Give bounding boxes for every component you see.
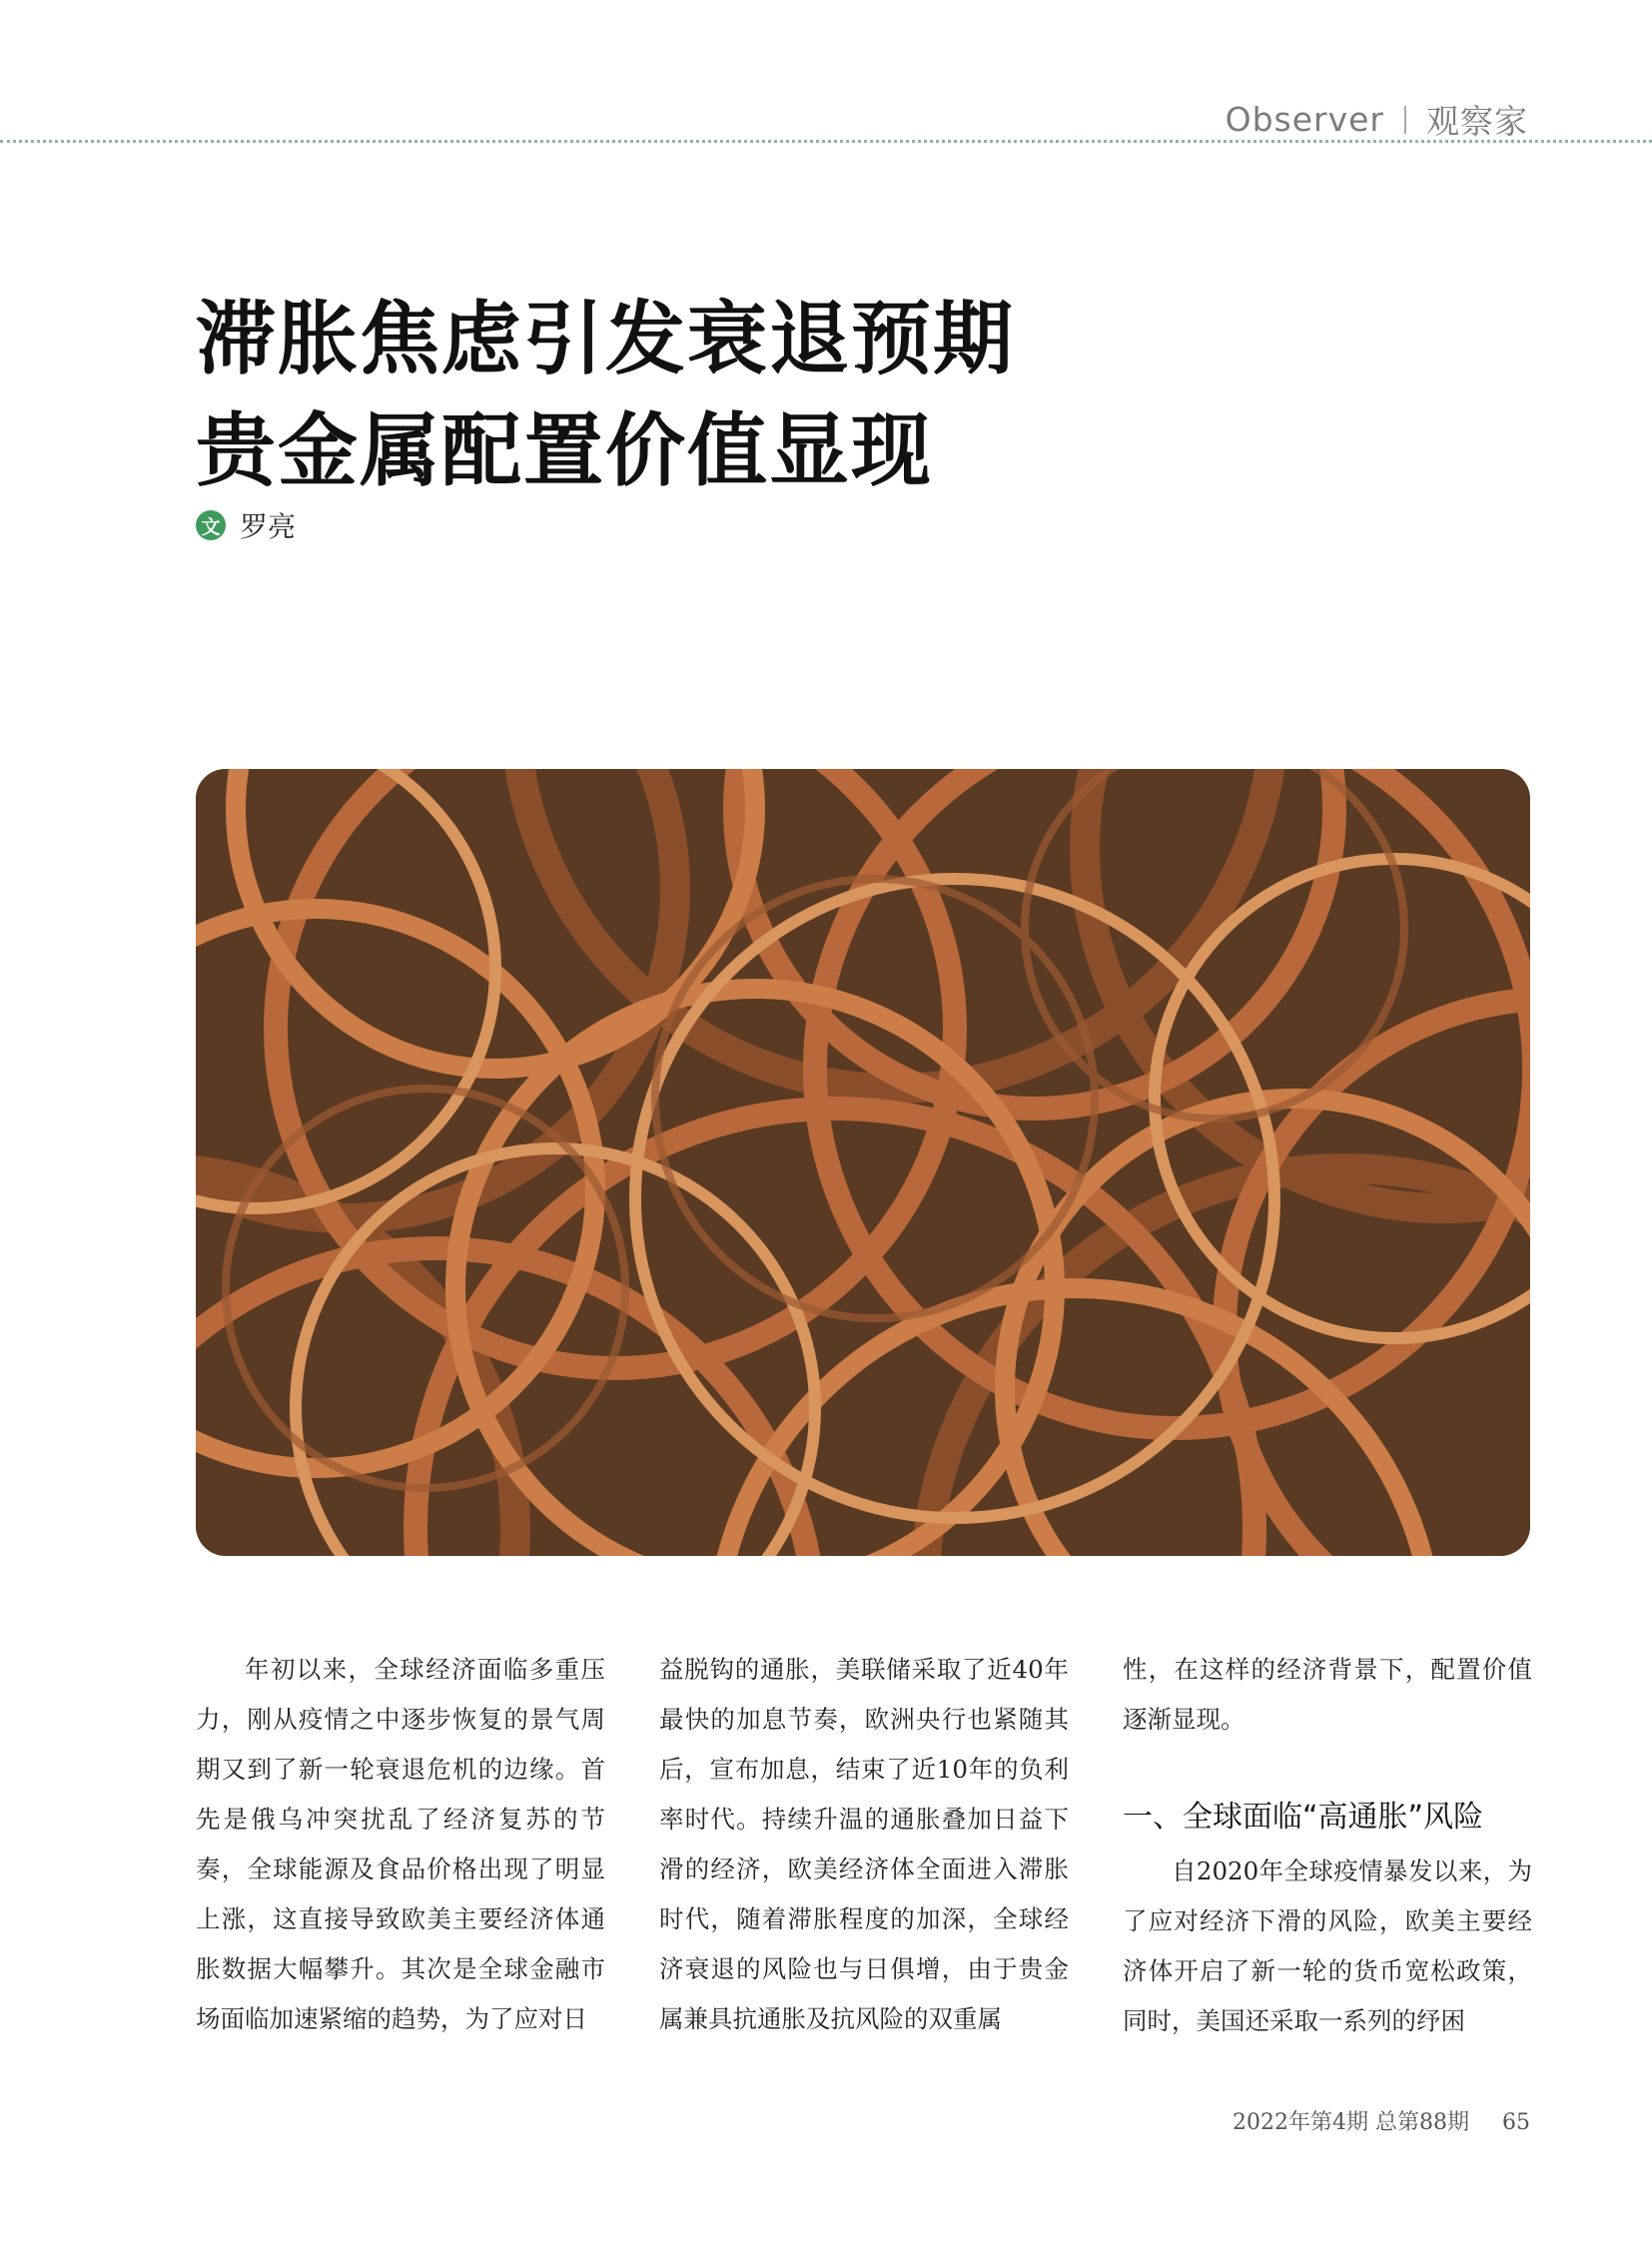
article-title bbox=[196, 284, 1015, 507]
section-name-cn: 观察家 bbox=[1426, 102, 1528, 141]
paragraph: 益脱钩的通胀，美联储采取了近40年最快的加息节奏，欧洲央行也紧随其后，宣布加息，结束了近10年的负利率时代。持续升温的通胀叠加日益下滑的经济，欧美经济体全面进入滞胀时代，随着滞胀程度的加深，全球经济衰退的风险也与日俱增，由于贵金属兼具抗通胀及抗风险的双重属 bbox=[659, 1655, 1069, 2033]
rusty-rings-photo bbox=[196, 769, 1530, 1556]
photo-illustration bbox=[196, 769, 1530, 1556]
issue-info: 2022年第4期 总第88期 bbox=[1233, 2110, 1469, 2135]
title-line-2: 贵金属配置价值显现 bbox=[196, 404, 933, 497]
author-name: 罗亮 bbox=[240, 510, 297, 543]
page-footer bbox=[1233, 2105, 1530, 2136]
header-dotted-rule bbox=[0, 140, 1652, 143]
author-byline bbox=[196, 505, 296, 545]
page-header bbox=[1226, 96, 1528, 143]
paragraph: 性，在这样的经济背景下，配置价值逐渐显现。 bbox=[1123, 1655, 1532, 1734]
body-column-3 bbox=[1123, 1645, 1532, 2046]
paragraph: 自2020年全球疫情暴发以来，为了应对经济下滑的风险，欧美主要经济体开启了新一轮的货币宽松政策，同时，美国还采取一系列的纾困 bbox=[1123, 1857, 1532, 2035]
paragraph: 年初以来，全球经济面临多重压力，刚从疫情之中逐步恢复的景气周期又到了新一轮衰退危机的边缘。首先是俄乌冲突扰乱了经济复苏的节奏，全球能源及食品价格出现了明显上涨，这直接导致欧美主要经济体通胀数据大幅攀升。其次是全球金融市场面临加速紧缩的趋势，为了应对日 bbox=[196, 1655, 605, 2033]
title-line-1: 滞胀焦虑引发衰退预期 bbox=[196, 293, 1015, 385]
author-badge-icon: 文 bbox=[196, 510, 226, 540]
section-heading: 一、全球面临“高通胀”风险 bbox=[1123, 1800, 1484, 1835]
body-column-2 bbox=[659, 1645, 1069, 2044]
page-number: 65 bbox=[1502, 2110, 1530, 2135]
section-name-en: Observer bbox=[1225, 100, 1384, 139]
body-column-1 bbox=[196, 1645, 605, 2044]
header-divider bbox=[1404, 106, 1406, 134]
